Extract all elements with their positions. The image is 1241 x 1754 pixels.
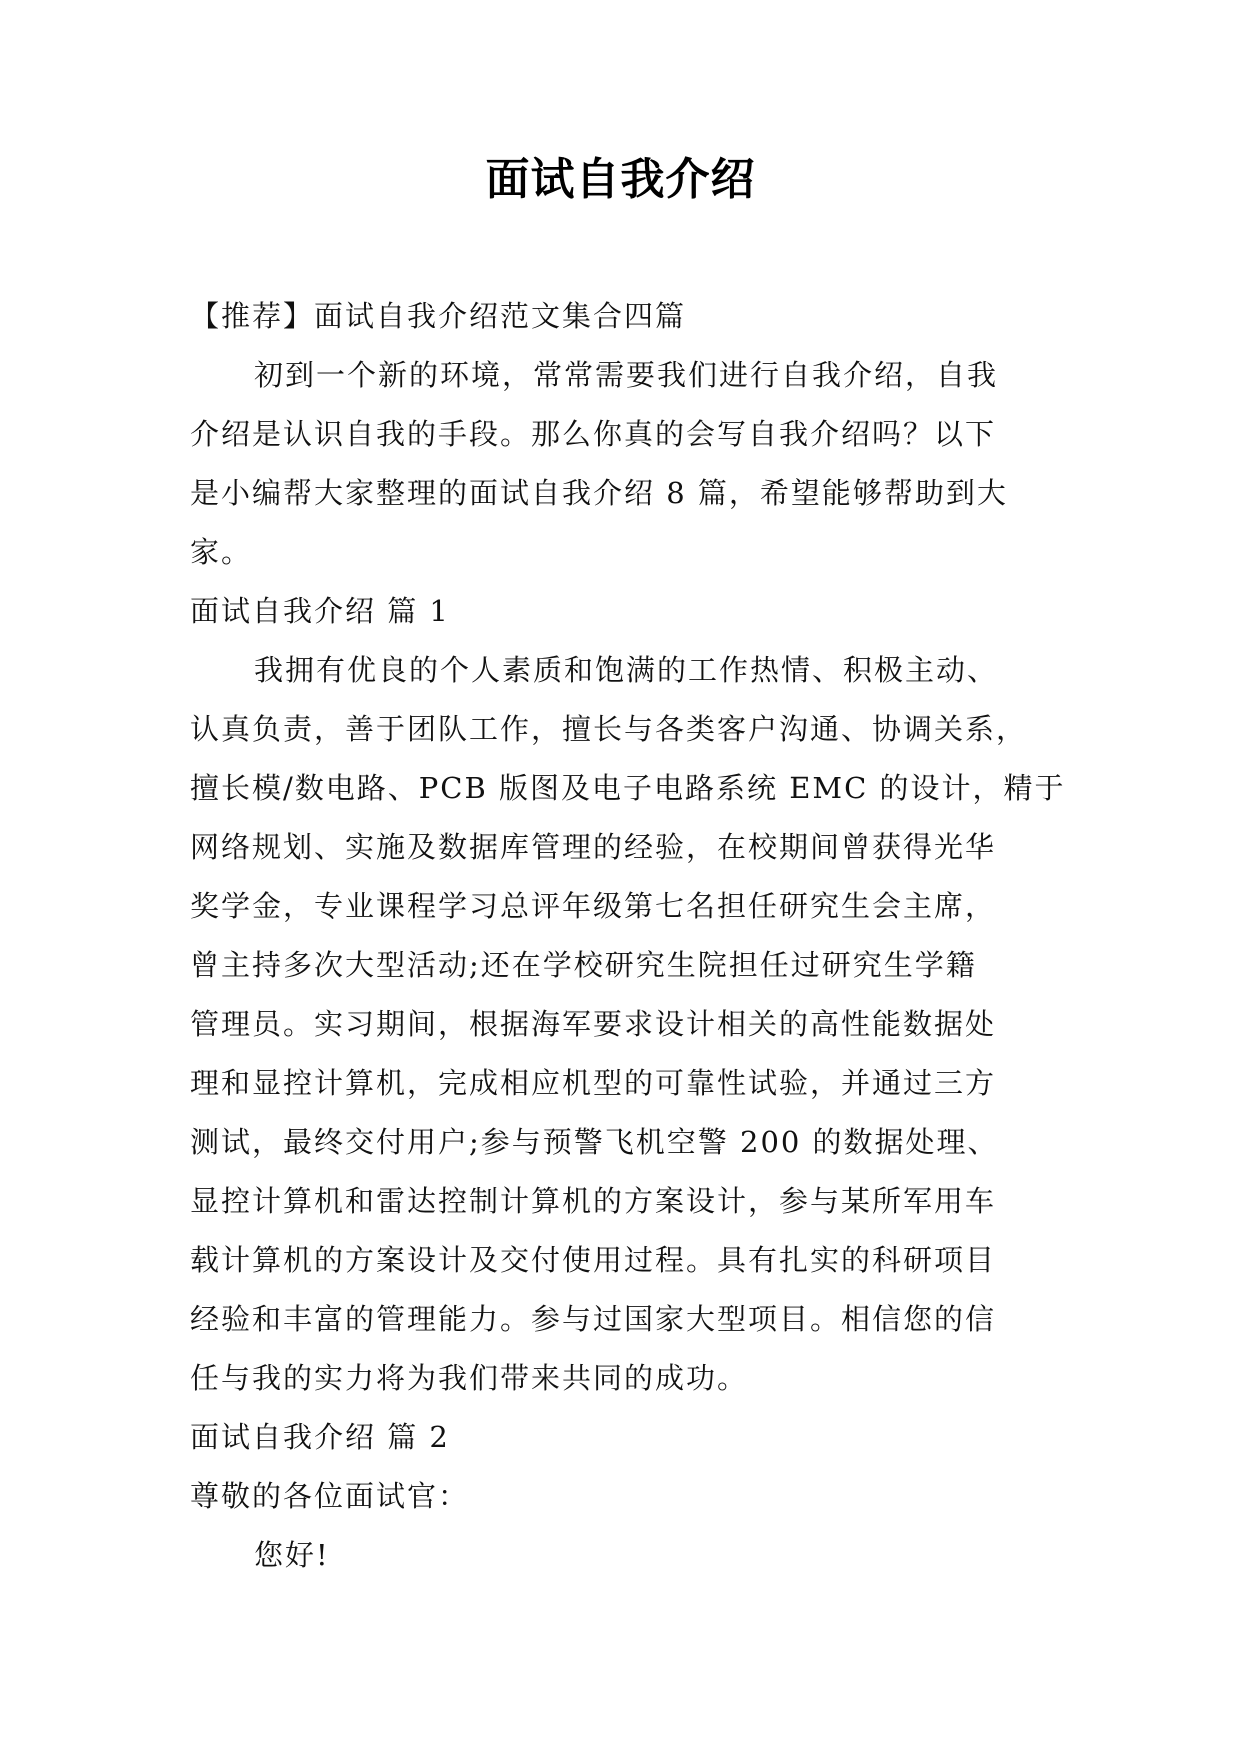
paragraph-line: 测试，最终交付用户;参与预警飞机空警 200 的数据处理、 xyxy=(190,1125,999,1159)
paragraph-line: 理和显控计算机，完成相应机型的可靠性试验，并通过三方 xyxy=(190,1066,997,1100)
paragraph-line: 奖学金，专业课程学习总评年级第七名担任研究生会主席， xyxy=(190,889,997,923)
document-body xyxy=(190,287,1066,1585)
paragraph-line: 是小编帮大家整理的面试自我介绍 8 篇，希望能够帮助到大 xyxy=(190,476,1008,510)
subtitle-line: 【推荐】面试自我介绍范文集合四篇 xyxy=(190,299,687,333)
paragraph-line: 擅长模/数电路、PCB 版图及电子电路系统 EMC 的设计，精于 xyxy=(190,771,1066,805)
greeting-line: 您好! xyxy=(254,1538,330,1572)
paragraph-line: 管理员。实习期间，根据海军要求设计相关的高性能数据处 xyxy=(190,1007,997,1041)
salutation-line: 尊敬的各位面试官： xyxy=(190,1479,470,1513)
paragraph-line: 经验和丰富的管理能力。参与过国家大型项目。相信您的信 xyxy=(190,1302,997,1336)
paragraph-line: 载计算机的方案设计及交付使用过程。具有扎实的科研项目 xyxy=(190,1243,997,1277)
section-heading: 面试自我介绍 篇 2 xyxy=(190,1420,450,1454)
paragraph-line: 初到一个新的环境，常常需要我们进行自我介绍，自我 xyxy=(254,358,999,392)
paragraph-line: 我拥有优良的个人素质和饱满的工作热情、积极主动、 xyxy=(254,653,999,687)
paragraph-line: 曾主持多次大型活动;还在学校研究生院担任过研究生学籍 xyxy=(190,948,977,982)
section-heading: 面试自我介绍 篇 1 xyxy=(190,594,450,628)
paragraph-line: 介绍是认识自我的手段。那么你真的会写自我介绍吗？以下 xyxy=(190,417,997,451)
document-title: 面试自我介绍 xyxy=(485,154,756,205)
paragraph-line: 网络规划、实施及数据库管理的经验，在校期间曾获得光华 xyxy=(190,830,997,864)
paragraph-line: 显控计算机和雷达控制计算机的方案设计，参与某所军用车 xyxy=(190,1184,997,1218)
paragraph-line: 任与我的实力将为我们带来共同的成功。 xyxy=(190,1361,749,1395)
paragraph-line: 家。 xyxy=(190,535,253,569)
paragraph-line: 认真负责，善于团队工作，擅长与各类客户沟通、协调关系， xyxy=(190,712,1028,746)
